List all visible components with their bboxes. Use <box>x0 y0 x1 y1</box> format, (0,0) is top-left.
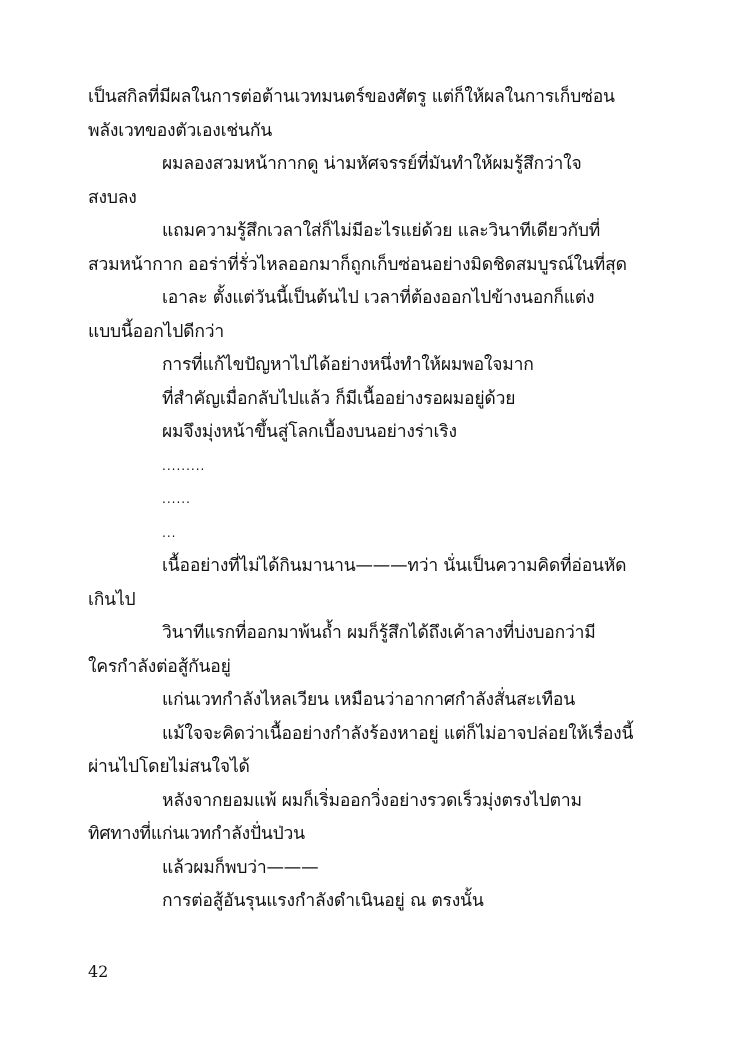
text-line: เกินไป <box>88 589 136 610</box>
ellipsis-line: ... <box>162 525 177 540</box>
text-line: หลังจากยอมแพ้ ผมก็เริ่มออกวิ่งอย่างรวดเร็วมุ่งตรงไปตาม <box>162 790 582 811</box>
text-line: ผมลองสวมหน้ากากดู น่ามหัศจรรย์ที่มันทำให้ผมรู้สึกว่าใจ <box>162 154 582 174</box>
text-line: ผมจึงมุ่งหน้าขึ้นสู่โลกเบื้องบนอย่างร่าเริง <box>162 422 457 442</box>
text-line: สวมหน้ากาก ออร่าที่รั่วไหลออกมาก็ถูกเก็บซ่อนอย่างมิดชิดสมบูรณ์ในที่สุด <box>88 254 627 275</box>
text-line: สงบลง <box>88 187 137 208</box>
text-line: แก่นเวทกำลังไหลเวียน เหมือนว่าอากาศกำลังสั่นสะเทือน <box>162 690 575 710</box>
text-line: การที่แก้ไขปัญหาไปได้อย่างหนึ่งทำให้ผมพอใจมาก <box>162 355 534 375</box>
text-line: วินาทีแรกที่ออกมาพ้นถ้ำ ผมก็รู้สึกได้ถึงเค้าลางที่บ่งบอกว่ามี <box>162 623 596 643</box>
text-line: แบบนี้ออกไปดีกว่า <box>88 321 224 342</box>
text-line: เป็นสกิลที่มีผลในการต่อต้านเวทมนตร์ของศัตรู แต่ก็ให้ผลในการเก็บซ่อน <box>88 87 615 107</box>
text-line: แถมความรู้สึกเวลาใส่ก็ไม่มีอะไรแย่ด้วย และวินาทีเดียวกับที่ <box>162 221 601 241</box>
ellipsis-line: ......... <box>162 458 206 473</box>
text-line: แม้ใจจะคิดว่าเนื้ออย่างกำลังร้องหาอยู่ แต่ก็ไม่อาจปล่อยให้เรื่องนี้ <box>162 723 634 744</box>
text-line: เอาละ ตั้งแต่วันนี้เป็นต้นไป เวลาที่ต้องออกไปข้างนอกก็แต่ง <box>162 288 595 308</box>
text-line: ใครกำลังต่อสู้กันอยู่ <box>88 656 231 677</box>
text-line: ที่สำคัญเมื่อกลับไปแล้ว ก็มีเนื้ออย่างรอผมอยู่ด้วย <box>162 388 516 409</box>
text-line: ผ่านไปโดยไม่สนใจได้ <box>88 757 250 777</box>
text-line: การต่อสู้อันรุนแรงกำลังดำเนินอยู่ ณ ตรงนั้น <box>162 891 484 911</box>
text-line: เนื้ออย่างที่ไม่ได้กินมานาน———ทว่า นั่นเป็นความคิดที่อ่อนหัด <box>162 556 627 576</box>
text-line: แล้วผมก็พบว่า——— <box>162 857 319 878</box>
page-number: 42 <box>88 962 109 981</box>
text-line: ทิศทางที่แก่นเวทกำลังปั่นป่วน <box>88 824 305 844</box>
text-line: พลังเวทของตัวเองเช่นกัน <box>88 120 272 141</box>
ellipsis-line: ...... <box>162 492 191 506</box>
